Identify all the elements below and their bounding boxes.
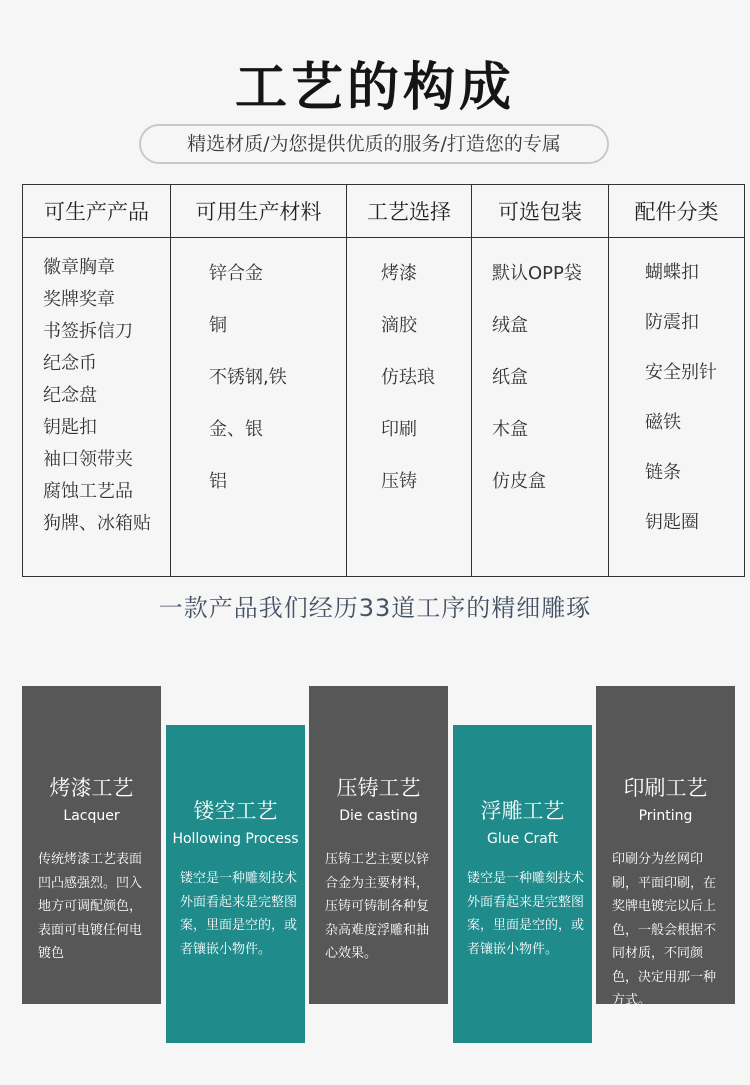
card-lacquer bbox=[22, 686, 161, 1004]
accessories-cell bbox=[609, 238, 745, 577]
packaging-cell bbox=[472, 238, 609, 577]
list-item: 锌合金 bbox=[209, 263, 263, 284]
table-header: 可生产产品 bbox=[23, 185, 171, 238]
materials-list bbox=[209, 248, 346, 508]
list-item: 木盒 bbox=[492, 419, 528, 440]
list-item: 绒盒 bbox=[492, 315, 528, 336]
page-title: 工艺的构成 bbox=[234, 58, 515, 118]
card-description: 压铸工艺主要以锌合金为主要材料，压铸可铸制各种复杂高难度浮雕和抽心效果。 bbox=[325, 852, 430, 961]
list-item: 不锈钢,铁 bbox=[209, 367, 287, 388]
process-list bbox=[381, 248, 471, 508]
list-item: 钥匙扣 bbox=[43, 417, 97, 438]
list-item: 蝴蝶扣 bbox=[645, 262, 699, 283]
card-glue-craft bbox=[453, 725, 592, 1043]
card-description: 镂空是一种雕刻技术外面看起来是完整图案，里面是空的，或者镶嵌小物件。 bbox=[180, 871, 298, 957]
card-hollowing bbox=[166, 725, 305, 1043]
subtitle-pill: 精选材质/为您提供优质的服务/打造您的专属 bbox=[139, 124, 609, 164]
list-item: 钥匙圈 bbox=[645, 512, 699, 533]
list-item: 袖口领带夹 bbox=[43, 449, 133, 470]
list-item: 默认OPP袋 bbox=[492, 263, 582, 284]
card-subtitle: Die casting bbox=[339, 808, 418, 824]
card-title: 压铸工艺 bbox=[336, 776, 421, 800]
list-item: 烤漆 bbox=[381, 263, 417, 284]
card-title: 烤漆工艺 bbox=[49, 776, 134, 800]
list-item: 纪念币 bbox=[43, 353, 97, 374]
packaging-list bbox=[492, 248, 608, 508]
list-item: 链条 bbox=[645, 462, 681, 483]
card-subtitle: Hollowing Process bbox=[172, 831, 299, 847]
list-item: 腐蚀工艺品 bbox=[43, 481, 133, 502]
list-item: 磁铁 bbox=[645, 412, 681, 433]
table-header: 可选包装 bbox=[472, 185, 609, 238]
list-item: 印刷 bbox=[381, 419, 417, 440]
list-item: 仿皮盒 bbox=[492, 471, 546, 492]
table-row bbox=[23, 238, 745, 577]
list-item: 压铸 bbox=[381, 471, 417, 492]
materials-cell bbox=[171, 238, 347, 577]
card-description: 印刷分为丝网印刷，平面印刷，在奖牌电镀完以后上色，一般会根据不同材质，不同颜色，决定用那一种方式。 bbox=[612, 852, 717, 1008]
process-tagline: 一款产品我们经历33道工序的精细雕琢 bbox=[158, 594, 592, 622]
card-description: 传统烤漆工艺表面凹凸感强烈。凹入地方可调配颜色，表面可电镀任何电镀色 bbox=[38, 852, 143, 961]
card-title: 镂空工艺 bbox=[193, 799, 278, 823]
list-item: 狗牌、冰箱贴 bbox=[43, 513, 151, 534]
process-cell bbox=[347, 238, 472, 577]
list-item: 书签拆信刀 bbox=[43, 321, 133, 342]
table-header: 配件分类 bbox=[609, 185, 745, 238]
list-item: 铝 bbox=[209, 471, 227, 492]
table-header: 工艺选择 bbox=[347, 185, 472, 238]
list-item: 纪念盘 bbox=[43, 385, 97, 406]
card-die-casting bbox=[309, 686, 448, 1004]
card-subtitle: Printing bbox=[638, 808, 693, 824]
list-item: 铜 bbox=[209, 315, 227, 336]
card-subtitle: Lacquer bbox=[63, 808, 120, 824]
accessories-list bbox=[645, 248, 744, 548]
list-item: 徽章胸章 bbox=[43, 257, 115, 278]
card-subtitle: Glue Craft bbox=[487, 831, 558, 847]
card-title: 印刷工艺 bbox=[623, 776, 708, 800]
card-title: 浮雕工艺 bbox=[480, 799, 565, 823]
table-header: 可用生产材料 bbox=[171, 185, 347, 238]
card-description: 镂空是一种雕刻技术外面看起来是完整图案，里面是空的，或者镶嵌小物件。 bbox=[467, 871, 585, 957]
spec-table bbox=[22, 184, 745, 577]
list-item: 滴胶 bbox=[381, 315, 417, 336]
list-item: 奖牌奖章 bbox=[43, 289, 115, 310]
list-item: 安全别针 bbox=[645, 362, 717, 383]
list-item: 金、银 bbox=[209, 419, 263, 440]
products-cell bbox=[23, 238, 171, 577]
card-printing bbox=[596, 686, 735, 1008]
list-item: 防震扣 bbox=[645, 312, 699, 333]
list-item: 仿珐琅 bbox=[381, 367, 435, 388]
list-item: 纸盒 bbox=[492, 367, 528, 388]
table-header-row bbox=[23, 185, 745, 238]
products-list bbox=[43, 252, 170, 540]
